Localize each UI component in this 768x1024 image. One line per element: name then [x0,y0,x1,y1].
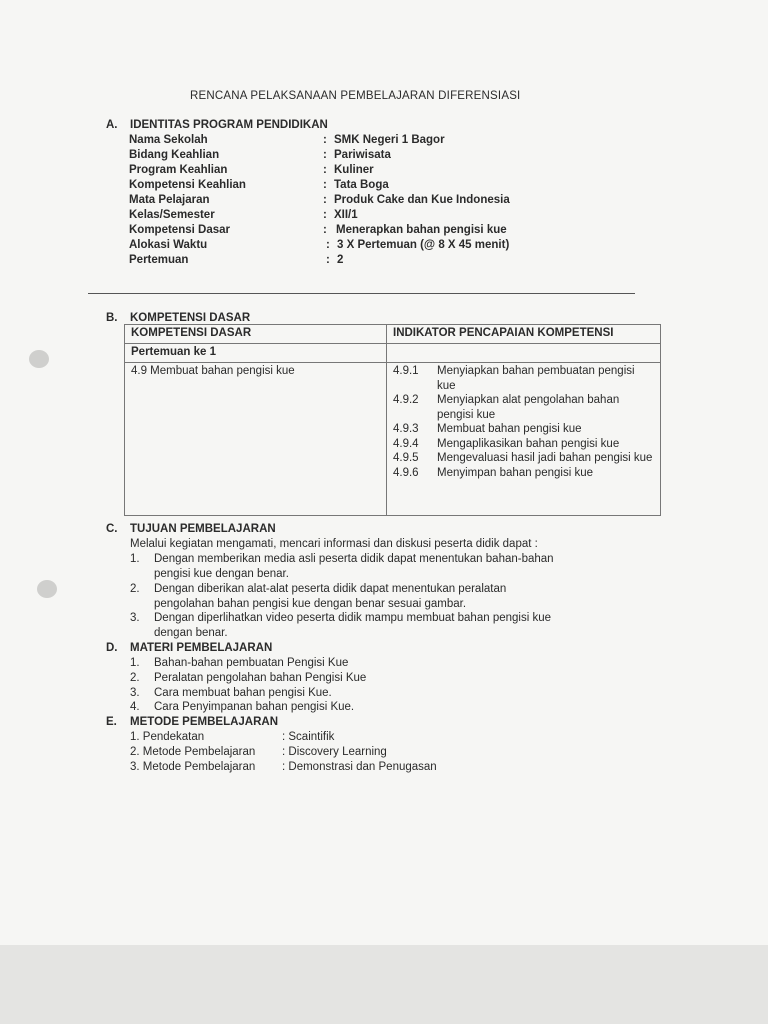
kd-cell [125,363,387,516]
indicator-text: Menyiapkan bahan pembuatan pengisi kue [437,365,635,392]
section-e-heading: METODE PEMBELAJARAN [130,716,279,728]
identity-value: Tata Boga [334,179,389,191]
objective-num: 1. [130,553,140,565]
method-value: : Scaintifik [282,731,335,743]
indicator-item [393,393,654,422]
document-title: RENCANA PELAKSANAAN PEMBELAJARAN DIFERENSIASI [190,90,521,102]
identity-label: Kelas/Semester [129,209,215,221]
meeting-empty-cell [387,344,661,363]
objective-line: Dengan diperlihatkan video peserta didik mampu membuat bahan pengisi kue [154,612,551,624]
identity-label: Program Keahlian [129,164,228,176]
indicator-text: Menyiapkan alat pengolahan bahan pengisi kue [437,394,620,421]
material-item: Cara Penyimpanan bahan pengisi Kue. [154,701,355,713]
indicator-column-header: INDIKATOR PENCAPAIAN KOMPETENSI [387,325,661,344]
competency-table [124,324,661,516]
objective-line: dengan benar. [154,627,228,639]
identity-label: Bidang Keahlian [129,149,220,161]
indicator-item [393,466,654,481]
identity-label: Kompetensi Keahlian [129,179,246,191]
objectives-intro: Melalui kegiatan mengamati, mencari informasi dan diskusi peserta didik dapat : [130,538,538,550]
identity-separator: : [323,134,327,146]
indicator-code: 4.9.5 [393,452,419,464]
objective-num: 3. [130,612,140,624]
objective-num: 2. [130,583,140,595]
material-num: 3. [130,687,140,699]
objective-line: Dengan diberikan alat-alat peserta didik dapat menentukan peralatan [154,583,507,595]
section-d-letter: D. [106,642,118,654]
punch-hole-bottom [37,580,57,598]
identity-label: Mata Pelajaran [129,194,210,206]
indicator-code: 4.9.6 [393,466,419,479]
indicator-item [393,364,654,393]
identity-value: Pariwisata [334,149,391,161]
identity-separator: : [323,179,327,191]
section-c-heading: TUJUAN PEMBELAJARAN [130,523,276,535]
material-num: 4. [130,701,140,713]
identity-value: XII/1 [334,209,358,221]
method-value: : Discovery Learning [282,746,387,758]
objective-line: pengolahan bahan pengisi kue dengan benar sesuai gambar. [154,598,467,610]
identity-value: Kuliner [334,164,374,176]
identity-value: Menerapkan bahan pengisi kue [336,224,507,236]
method-label: 1. Pendekatan [130,731,205,743]
punch-hole-top [29,350,49,368]
objective-line: pengisi kue dengan benar. [154,568,289,580]
indicator-item [393,437,654,452]
identity-separator: : [323,224,327,236]
material-item: Peralatan pengolahan bahan Pengisi Kue [154,672,367,684]
indicator-text: Mengevaluasi hasil jadi bahan pengisi kue [437,452,653,464]
indicator-code: 4.9.1 [393,365,419,377]
indicator-text: Membuat bahan pengisi kue [437,423,582,435]
identity-separator: : [323,164,327,176]
section-b-letter: B. [106,312,118,324]
indicator-item [393,451,654,466]
section-a-heading: IDENTITAS PROGRAM PENDIDIKAN [130,119,328,131]
material-item: Bahan-bahan pembuatan Pengisi Kue [154,657,349,669]
section-a-letter: A. [106,119,118,131]
identity-separator: : [323,209,327,221]
indicator-code: 4.9.3 [393,423,419,435]
indicator-item [393,422,654,437]
identity-separator: : [323,194,327,206]
objective-line: Dengan memberikan media asli peserta didik dapat menentukan bahan-bahan [154,553,554,565]
identity-label: Alokasi Waktu [129,239,208,251]
kd-column-header: KOMPETENSI DASAR [125,325,387,344]
section-e-letter: E. [106,716,117,728]
identity-value: Produk Cake dan Kue Indonesia [334,194,510,206]
identity-separator: : [326,239,330,251]
identity-separator: : [326,254,330,266]
material-item: Cara membuat bahan pengisi Kue. [154,687,332,699]
section-d-heading: MATERI PEMBELAJARAN [130,642,273,654]
identity-separator: : [323,149,327,161]
identity-label: Pertemuan [129,254,189,266]
indicator-cell [387,363,661,516]
kd-text: 4.9 Membuat bahan pengisi kue [131,365,295,377]
indicator-text: Menyimpan bahan pengisi kue [437,466,593,479]
indicator-code: 4.9.4 [393,437,419,450]
method-label: 2. Metode Pembelajaran [130,746,256,758]
identity-value: 2 [337,254,344,266]
identity-value: 3 X Pertemuan (@ 8 X 45 menit) [337,239,510,251]
section-c-letter: C. [106,523,118,535]
method-label: 3. Metode Pembelajaran [130,761,256,773]
meeting-label: Pertemuan ke 1 [125,344,387,363]
material-num: 2. [130,672,140,684]
section-b-heading: KOMPETENSI DASAR [130,312,251,324]
scanner-background [0,945,768,1024]
indicator-code: 4.9.2 [393,394,419,406]
identity-value: SMK Negeri 1 Bagor [334,134,445,146]
divider-line [88,293,635,294]
material-num: 1. [130,657,140,669]
method-value: : Demonstrasi dan Penugasan [282,761,437,773]
identity-label: Nama Sekolah [129,134,208,146]
indicator-text: Mengaplikasikan bahan pengisi kue [437,437,620,450]
identity-label: Kompetensi Dasar [129,224,230,236]
